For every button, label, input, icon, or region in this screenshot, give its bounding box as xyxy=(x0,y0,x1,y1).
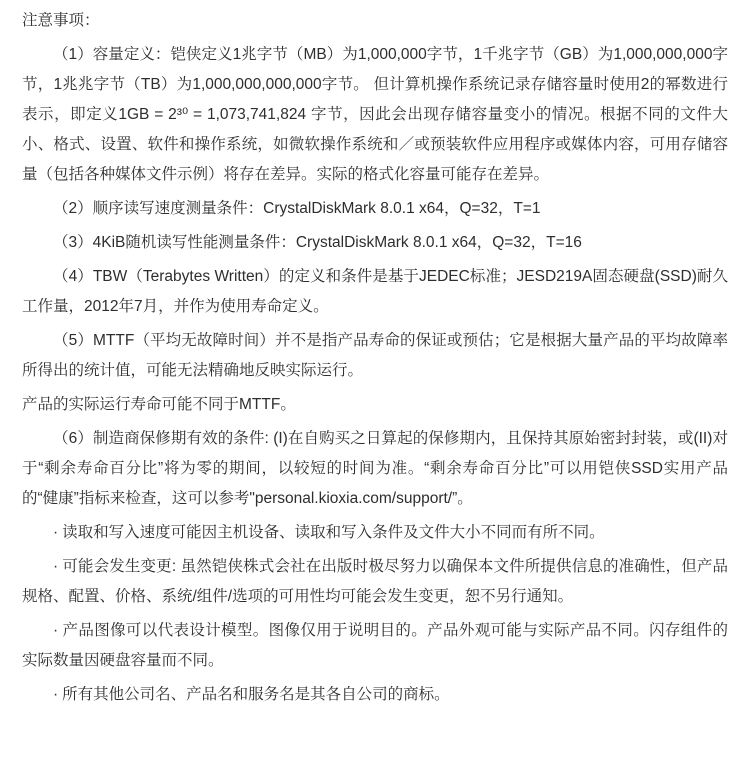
bullet-trademarks xyxy=(22,680,728,710)
note-warranty-conditions: （6）制造商保修期有效的条件: (I)在自购买之日算起的保修期内，且保持其原始密封封装，或(II)对于“剩余寿命百分比”将为零的期间，以较短的时间为准。“剩余寿命百分比”可以用铠侠SSD实用产品的“健康”指标来检查，这可以参考"personal.kioxia.com/support/”。 xyxy=(22,430,728,507)
note-sequential-speed-conditions: （2）顺序读写速度测量条件：CrystalDiskMark 8.0.1 x64，Q=32，T=1 xyxy=(53,200,541,217)
bullet-dot-icon: · xyxy=(53,686,59,703)
bullet-subject-to-change-text: 可能会发生变更: 虽然铠侠株式会社在出版时极尽努力以确保本文件所提供信息的准确性，但产品规格、配置、价格、系统/组件/选项的可用性均可能会发生变更，恕不另行通知。 xyxy=(22,558,728,605)
bullet-product-images-text: 产品图像可以代表设计模型。图像仅用于说明目的。产品外观可能与实际产品不同。闪存组件的实际数量因硬盘容量而不同。 xyxy=(22,622,728,669)
note-mttf-definition: （5）MTTF（平均无故障时间）并不是指产品寿命的保证或预估；它是根据大量产品的平均故障率所得出的统计值，可能无法精确地反映实际运行。 xyxy=(22,332,728,379)
note-tbw-definition: （4）TBW（Terabytes Written）的定义和条件是基于JEDEC标准；JESD219A固态硬盘(SSD)耐久工作量，2012年7月，并作为使用寿命定义。 xyxy=(22,268,728,315)
bullet-dot-icon: · xyxy=(53,558,59,575)
bullet-product-images xyxy=(22,616,728,676)
bullet-speed-variance xyxy=(22,518,728,548)
note-random-performance-conditions: （3）4KiB随机读写性能测量条件：CrystalDiskMark 8.0.1 x64，Q=32，T=16 xyxy=(53,234,582,251)
bullet-dot-icon: · xyxy=(53,622,59,639)
bullet-speed-variance-text: 读取和写入速度可能因主机设备、读取和写入条件及文件大小不同而有所不同。 xyxy=(62,524,605,541)
bullet-subject-to-change xyxy=(22,552,728,612)
note-capacity-definition: （1）容量定义：铠侠定义1兆字节（MB）为1,000,000字节，1千兆字节（GB）为1,000,000,000字节，1兆兆字节（TB）为1,000,000,000,000字节。 但计算机操作系统记录存储容量时使用2的幂数进行表示，即定义1GB = 2³⁰ = 1,073,741,824 字节，因此会出现存储容量变小的情况。根据不同的文件大小、格式、设置、软件和操作系统，如微软操作系统和／或预装软件应用程序或媒体内容，可用存储容量（包括各种媒体文件示例）将存在差异。实际的格式化容量可能存在差异。 xyxy=(22,46,728,183)
bullet-dot-icon: · xyxy=(53,524,59,541)
note-mttf-addendum: 产品的实际运行寿命可能不同于MTTF。 xyxy=(22,396,296,413)
bullet-trademarks-text: 所有其他公司名、产品名和服务名是其各自公司的商标。 xyxy=(62,686,450,703)
page-title: 注意事项： xyxy=(22,12,100,29)
